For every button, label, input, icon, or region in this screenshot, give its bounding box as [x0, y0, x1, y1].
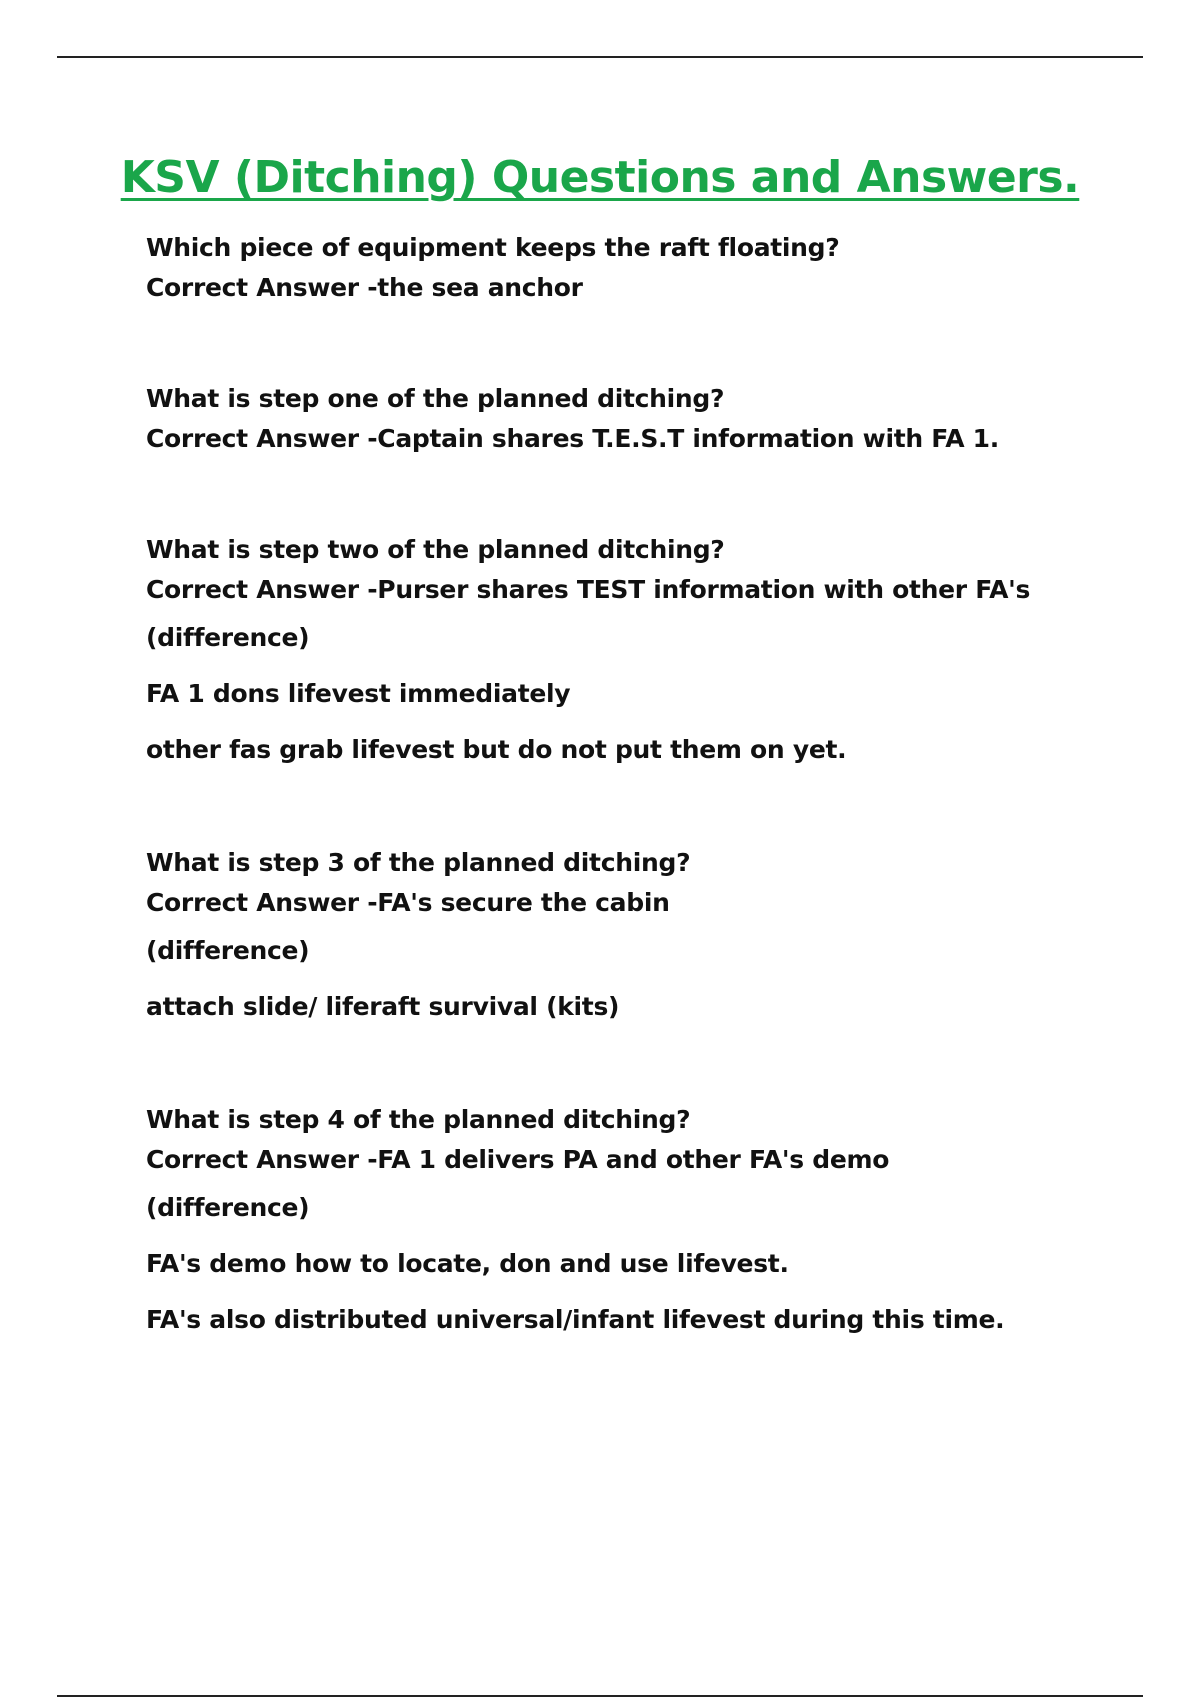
page-title-text: KSV (Ditching) Questions and Answers.: [120, 152, 1080, 203]
answer-detail: (difference): [146, 1193, 310, 1222]
question-text: What is step 3 of the planned ditching?: [146, 848, 691, 877]
answer-detail: (difference): [146, 936, 310, 965]
answer-text: Correct Answer -FA 1 delivers PA and other FA's demo: [146, 1145, 890, 1174]
answer-detail: attach slide/ liferaft survival (kits): [146, 992, 620, 1021]
qa-item-2: [146, 379, 1126, 459]
answer-detail: other fas grab lifevest but do not put them on yet.: [146, 735, 847, 764]
question-text: What is step one of the planned ditching?: [146, 384, 725, 413]
answer-detail: FA's demo how to locate, don and use lifevest.: [146, 1249, 789, 1278]
answer-detail: (difference): [146, 623, 310, 652]
qa-item-4: [146, 843, 1126, 1035]
qa-list: [146, 228, 1126, 1348]
answer-text: Correct Answer -FA's secure the cabin: [146, 888, 670, 917]
answer-detail: FA 1 dons lifevest immediately: [146, 679, 571, 708]
page-title: [0, 148, 1200, 208]
answer-text: Correct Answer -Captain shares T.E.S.T information with FA 1.: [146, 424, 999, 453]
question-text: What is step 4 of the planned ditching?: [146, 1105, 691, 1134]
question-text: Which piece of equipment keeps the raft floating?: [146, 233, 840, 262]
answer-text: Correct Answer -Purser shares TEST information with other FA's: [146, 575, 1031, 604]
question-text: What is step two of the planned ditching?: [146, 535, 725, 564]
bottom-divider: [57, 1695, 1143, 1697]
qa-item-1: [146, 228, 1126, 308]
qa-item-3: [146, 530, 1126, 778]
top-divider: [57, 56, 1143, 58]
qa-item-5: [146, 1100, 1126, 1348]
answer-text: Correct Answer -the sea anchor: [146, 273, 583, 302]
answer-detail: FA's also distributed universal/infant lifevest during this time.: [146, 1305, 1005, 1334]
